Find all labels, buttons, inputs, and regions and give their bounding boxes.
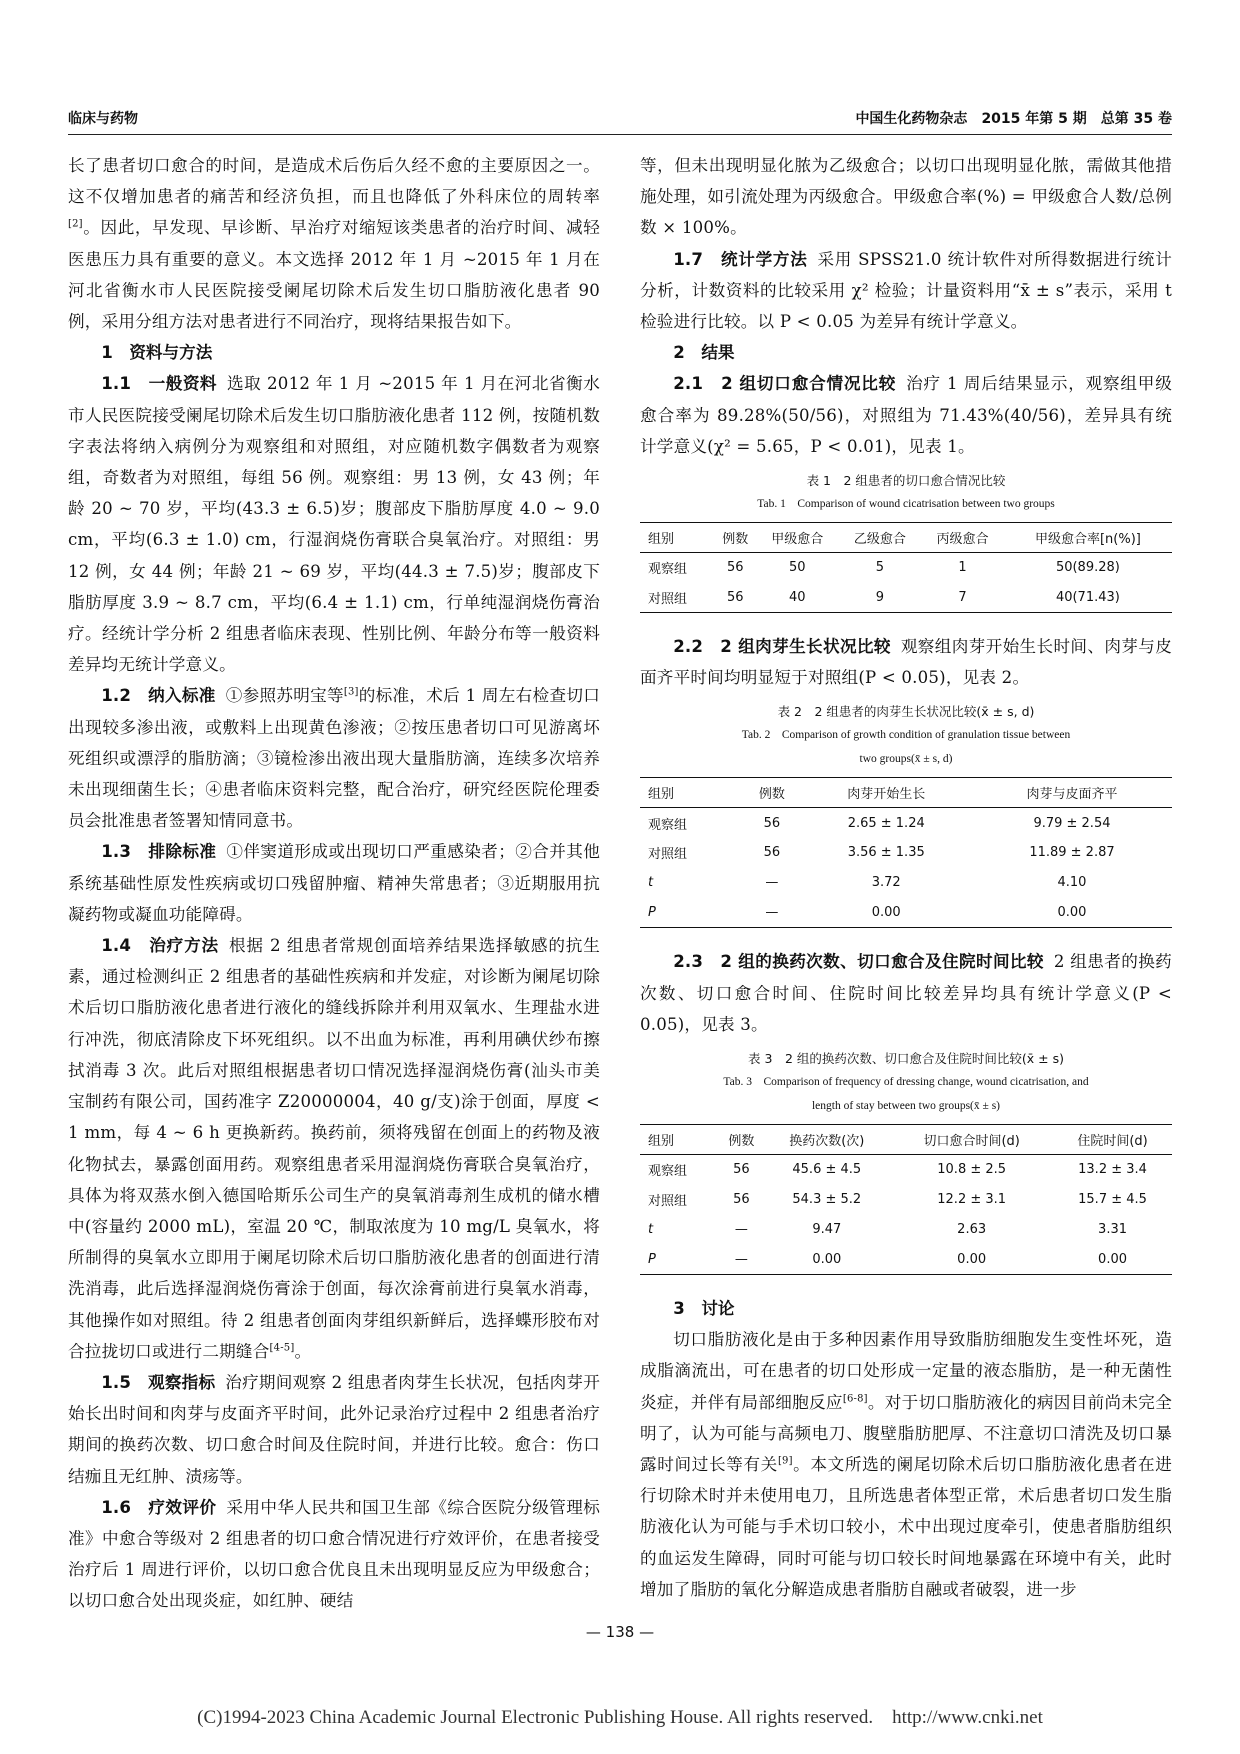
table-cell: 9.79 ± 2.54 [1033, 815, 1111, 831]
table-cell: 0.00 [1057, 905, 1087, 921]
section-2-3 [640, 946, 1172, 1040]
subsection-title: 2.2 2 组肉芽生长状况比较 [673, 637, 891, 657]
citation: [9] [777, 1455, 793, 1467]
table-header: 切口愈合时间(d) [890, 1125, 1053, 1155]
journal-issue: 2015 年第 5 期 [981, 111, 1087, 127]
discussion-paragraph [640, 1324, 1172, 1605]
journal-volume: 总第 35 卷 [1100, 111, 1172, 127]
table-header: 例数 [719, 1125, 763, 1155]
table-cell: 15.7 ± 4.5 [1078, 1192, 1147, 1208]
table-cell: 56 [763, 815, 781, 831]
table-cell: P [648, 1251, 656, 1267]
table-3-caption-en-2: length of stay between two groups(x̄ ± s) [811, 1100, 1001, 1113]
table-cell: 12.2 ± 3.1 [937, 1192, 1007, 1208]
table-2 [640, 701, 1172, 928]
table-header: 甲级愈合 [756, 523, 839, 553]
subsection-title: 1.1 一般资料 [101, 374, 218, 394]
subsection-title: 2.1 2 组切口愈合情况比较 [673, 374, 897, 394]
table-row [640, 553, 1172, 583]
table-cell: t [648, 1222, 654, 1238]
subsection-title: 1.2 纳入标准 [101, 686, 216, 706]
table-cell: 3.72 [871, 875, 901, 891]
table-cell: 13.2 ± 3.4 [1078, 1162, 1147, 1178]
table-header: 组别 [640, 523, 715, 553]
subsection-text: 根据 2 组患者常规创面培养结果选择敏感的抗生素，通过检测纠正 2 组患者的基础性疾病和并发症，对诊断为阑尾切除术后切口脂肪液化患者进行液化的缝线拆除并利用双氧水、生理盐水进行冲洗，彻底清除皮下坏死组织。以不出血为标准，再利用碘伏纱布擦拭消毒 3 次。此后对照组根据患者切口情况选择湿润烧伤膏(汕头市美宝制药有限公司，国药准字 Z20000004，40 g/支)涂于创面，厚度 < 1 mm，每 4 ~ 6 h 更换新药。换药前，须将残留在创面上的药物及液化物拭去，暴露创面用药。观察组患者采用湿润烧伤膏联合臭氧治疗，具体为将双蒸水倒入德国哈斯乐公司生产的臭氧消毒剂生成机的储水槽中(容量约 2000 mL)，室温 20 ℃，制取浓度为 10 mg/L 臭氧水，将所制得的臭氧水立即用于阑尾切除术后切口脂肪液化患者的创面进行清洗消毒，此后选择湿润烧伤膏涂于创面，每次涂膏前进行臭氧水消毒，其他操作如对照组。待 2 组患者创面肉芽组织新鲜后，选择蝶形胶布对合拉拢切口或进行二期缝合 [68, 936, 600, 1361]
table-row [640, 1215, 1172, 1245]
table-2-caption-en: Tab. 2 Comparison of growth condition of granulation tissue between [741, 729, 1071, 742]
table-header: 例数 [715, 523, 756, 553]
subsection-text: 治疗期间观察 2 组患者肉芽生长状况，包括肉芽开始长出时间和肉芽与皮面齐平时间，此外记录治疗过程中 2 组患者治疗期间的换药次数、切口愈合时间及住院时间，并进行比较。愈合：伤口结痂且无红肿、渍疡等。 [68, 1372, 601, 1486]
section-heading-1: 1 资料与方法 [101, 343, 213, 363]
table-cell: 2.63 [957, 1222, 987, 1238]
table-cell: 观察组 [648, 562, 688, 578]
table-cell: 56 [763, 845, 781, 861]
table-header: 肉芽与皮面齐平 [972, 778, 1172, 808]
intro-text-tail: 。因此，早发现、早诊断、早治疗对缩短该类患者的治疗时间、减轻医患压力具有重要的意义。本文选择 2012 年 1 月 ~2015 年 1 月在河北省衡水市人民医院接受阑尾切除术后发生切口脂肪液化患者 90 例，采用分组方法对患者进行不同治疗，现将结果报告如下。 [68, 218, 600, 332]
table-header: 肉芽开始生长 [801, 778, 972, 808]
subsection-title: 1.3 排除标准 [101, 842, 217, 862]
subsection-text: 观察组肉芽开始生长时间、肉芽与皮面齐平时间均明显短于对照组(P < 0.05)，见表 2。 [640, 637, 1173, 688]
subsection-text: 的标准，术后 1 周左右检查切口出现较多渗出液，或敷料上出现黄色渗液；②按压患者切口可见游离坏死组织或漂浮的脂肪滴；③镜检渗出液出现大量脂肪滴，连续多次培养未出现细菌生长；④患者临床资料完整，配合治疗，研究经医院伦理委员会批准患者签署知情同意书。 [68, 686, 600, 831]
table-cell: 对照组 [648, 591, 688, 607]
table-cell: 对照组 [648, 1194, 688, 1210]
table-row [640, 868, 1172, 898]
table-header: 换药次数(次) [763, 1125, 890, 1155]
table-cell: 对照组 [648, 847, 688, 863]
table-1 [640, 470, 1172, 613]
subsection-title: 1.5 观察指标 [101, 1372, 216, 1392]
table-cell: 观察组 [648, 1164, 688, 1180]
table-cell: 观察组 [648, 817, 688, 833]
section-1-1 [68, 368, 600, 680]
table-row [640, 583, 1172, 613]
table-header: 例数 [743, 778, 800, 808]
section-1-3 [68, 836, 600, 930]
table-row [640, 1185, 1172, 1215]
table-cell: 2.65 ± 1.24 [847, 815, 925, 831]
section-1-7 [640, 244, 1172, 338]
journal-name: 中国生化药物杂志 [855, 111, 968, 127]
table-cell: t [648, 875, 654, 891]
table-cell: 3.31 [1098, 1222, 1127, 1238]
table-3-grid [640, 1124, 1172, 1275]
table-cell: 0.00 [957, 1251, 987, 1267]
table-cell: 7 [958, 589, 967, 605]
table-header: 组别 [640, 778, 743, 808]
table-cell: 54.3 ± 5.2 [792, 1192, 862, 1208]
table-header: 住院时间(d) [1053, 1125, 1172, 1155]
discussion-text: 。对于切口脂肪液化的病因目前尚未完全明了，认为可能与高频电刀、腹壁脂肪肥厚、不注意切口清洗及切口暴露时间过长等有关 [640, 1392, 1172, 1475]
table-row [640, 898, 1172, 928]
table-header: 丙级愈合 [921, 523, 1004, 553]
subsection-text: 选取 2012 年 1 月 ~2015 年 1 月在河北省衡水市人民医院接受阑尾切除术后发生切口脂肪液化患者 112 例，按随机数字表法将纳入病例分为观察组和对照组，对应随机数字偶数者为观察组，奇数者为对照组，每组 56 例。观察组：男 13 例，女 43 例；年龄 20 ~ 70 岁，平均(43.3 ± 6.5)岁；腹部皮下脂肪厚度 4.0 ~ 9.0 cm，平均(6.3 ± 1.0) cm，行湿润烧伤膏联合臭氧治疗。对照组：男 12 例，女 44 例；年龄 21 ~ 69 岁，平均(44.3 ± 7.5)岁；腹部皮下脂肪厚度 3.9 ~ 8.7 cm，平均(6.4 ± 1.1) cm，行单纯湿润烧伤膏治疗。经统计学分析 2 组患者临床表现、性别比例、年龄分布等一般资料差异均无统计学意义。 [68, 374, 601, 675]
table-cell: 0.00 [1098, 1251, 1127, 1267]
table-3-caption-en: Tab. 3 Comparison of frequency of dressing change, wound cicatrisation, and [723, 1076, 1089, 1089]
subsection-text: 采用中华人民共和国卫生部《综合医院分级管理标准》中愈合等级对 2 组患者的切口愈合情况进行疗效评价，在患者接受治疗后 1 周进行评价，以切口愈合优良且未出现明显反应为甲级愈合；以切口愈合处出现炎症，如红肿、硬结 [68, 1497, 601, 1611]
table-cell: — [765, 905, 779, 921]
table-cell: 40 [789, 589, 806, 605]
section-2-2 [640, 631, 1172, 693]
table-cell: — [765, 875, 779, 891]
subsection-title: 1.6 疗效评价 [101, 1497, 217, 1517]
table-2-caption-en-2: two groups(x̄ ± s, d) [859, 753, 953, 766]
table-cell: P [648, 905, 656, 921]
table-3-caption-cn: 表 3 2 组的换药次数、切口愈合及住院时间比较(x̄ ± s) [748, 1051, 1064, 1067]
discussion-text: 。本文所选的阑尾切除术后切口脂肪液化患者在进行切除术时并未使用电刀，且所选患者体型正常，术后患者切口发生脂肪液化认为可能与手术切口较小，术中出现过度牵引，使患者脂肪组织的血运发生障碍，同时可能与切口较长时间地暴露在环境中有关，此时增加了脂肪的氧化分解造成患者脂肪自融或者破裂，进一步 [640, 1455, 1172, 1599]
subsection-text: ①伴窦道形成或出现切口严重感染者；②合并其他系统基础性原发性疾病或切口残留肿瘤、精神失常患者；③近期服用抗凝药物或凝血功能障碍。 [68, 842, 601, 924]
left-column [68, 150, 600, 1617]
intro-text: 长了患者切口愈合的时间，是造成术后伤后久经不愈的主要原因之一。这不仅增加患者的痛苦和经济负担，而且也降低了外科床位的周转率 [68, 156, 600, 207]
subsection-title: 1.7 统计学方法 [673, 249, 808, 269]
subsection-title: 1.4 治疗方法 [101, 936, 219, 956]
table-cell: 0.00 [871, 905, 901, 921]
citation: [3] [343, 686, 359, 698]
citation: [4-5] [269, 1342, 295, 1354]
table-1-grid [640, 522, 1172, 613]
subsection-text: 2 组患者的换药次数、切口愈合时间、住院时间比较差异均具有统计学意义(P < 0.05)，见表 3。 [640, 952, 1172, 1034]
table-cell: 3.56 ± 1.35 [847, 845, 925, 861]
subsection-text: 。 [294, 1341, 312, 1361]
table-cell: 45.6 ± 4.5 [792, 1162, 862, 1178]
table-1-caption-cn: 表 1 2 组患者的切口愈合情况比较 [806, 473, 1006, 489]
continued-paragraph: 等，但未出现明显化脓为乙级愈合；以切口出现明显化脓，需做其他措施处理，如引流处理为丙级愈合。甲级愈合率(%) = 甲级愈合人数/总例数 × 100%。 [640, 156, 1172, 238]
section-1-2 [68, 680, 600, 836]
citation: [2] [68, 218, 83, 230]
journal-info [841, 108, 1172, 128]
table-cell: 9.47 [812, 1222, 842, 1238]
table-cell: — [734, 1251, 748, 1267]
table-cell: 10.8 ± 2.5 [937, 1162, 1007, 1178]
page-number: — 138 — [585, 1623, 655, 1641]
table-cell: 40(71.43) [1055, 589, 1120, 605]
section-2-1 [640, 368, 1172, 462]
table-cell: 50 [789, 560, 806, 576]
table-2-caption-cn: 表 2 2 组患者的肉芽生长状况比较(x̄ ± s, d) [777, 704, 1035, 720]
section-1-5 [68, 1367, 600, 1492]
section-1-6 [68, 1492, 600, 1617]
table-cell: 56 [733, 1162, 750, 1178]
table-cell: 5 [875, 560, 885, 576]
section-label: 临床与药物 [68, 111, 138, 127]
table-cell: 1 [958, 560, 967, 576]
table-cell: 11.89 ± 2.87 [1029, 845, 1115, 861]
table-header: 甲级愈合率[n(%)] [1004, 523, 1172, 553]
table-cell: 56 [727, 560, 744, 576]
running-head [68, 108, 1172, 135]
table-cell: 4.10 [1057, 875, 1087, 891]
section-heading-2: 2 结果 [673, 343, 735, 363]
table-row [640, 1155, 1172, 1185]
table-cell: 50(89.28) [1055, 560, 1120, 576]
table-1-caption-en: Tab. 1 Comparison of wound cicatrisation between two groups [757, 498, 1055, 511]
subsection-text: ①参照苏明宝等 [225, 686, 344, 706]
subsection-title: 2.3 2 组的换药次数、切口愈合及住院时间比较 [673, 952, 1044, 972]
right-column [640, 150, 1172, 1605]
table-2-grid [640, 777, 1172, 928]
subsection-text: 采用 SPSS21.0 统计软件对所得数据进行统计分析，计数资料的比较采用 χ² 检验；计量资料用“x̄ ± s”表示，采用 t 检验进行比较。以 P < 0.05 为差异有统计学意义。 [640, 249, 1172, 332]
table-cell: — [734, 1222, 748, 1238]
copyright-line: (C)1994-2023 China Academic Journal Electronic Publishing House. All rights reserved. http://www.cnki.net [197, 1707, 1043, 1728]
table-row [640, 838, 1172, 868]
section-1-4 [68, 930, 600, 1367]
table-3 [640, 1048, 1172, 1275]
discussion-text: 切口脂肪液化是由于多种因素作用导致脂肪细胞发生变性坏死，造成脂滴流出，可在患者的切口处形成一定量的液态脂肪，是一种无菌性炎症，并伴有局部细胞反应 [640, 1330, 1172, 1412]
table-cell: 56 [733, 1192, 750, 1208]
table-header: 乙级愈合 [839, 523, 922, 553]
citation: [6-8] [842, 1393, 868, 1405]
table-row [640, 1245, 1172, 1275]
table-header: 组别 [640, 1125, 719, 1155]
section-heading-3: 3 讨论 [673, 1299, 735, 1319]
subsection-text: 治疗 1 周后结果显示，观察组甲级愈合率为 89.28%(50/56)，对照组为 71.43%(40/56)，差异具有统计学意义(χ² = 5.65，P < 0.01)，见表 1。 [640, 374, 1172, 456]
table-cell: 9 [875, 589, 885, 605]
table-cell: 56 [727, 589, 744, 605]
table-row [640, 808, 1172, 838]
table-cell: 0.00 [812, 1251, 842, 1267]
intro-paragraph [68, 150, 600, 337]
